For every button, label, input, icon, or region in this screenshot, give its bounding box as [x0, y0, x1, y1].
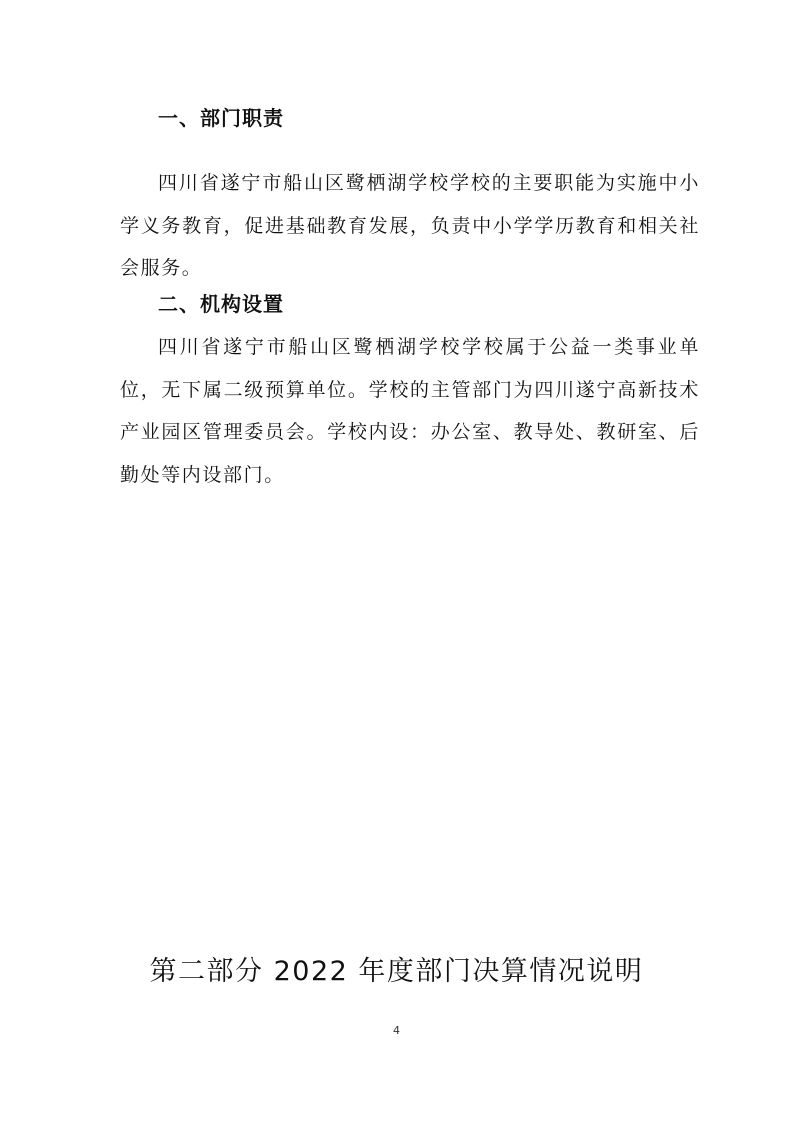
- page-number: 4: [393, 1024, 400, 1037]
- section-heading-responsibilities: 一、部门职责: [158, 106, 284, 130]
- part-title: 第二部分 2022 年度部门决算情况说明: [149, 956, 644, 987]
- section-heading-organization: 二、机构设置: [158, 292, 284, 316]
- section-paragraph-responsibilities: 四川省遂宁市船山区鹭栖湖学校学校的主要职能为实施中小学义务教育，促进基础教育发展，负责中小学学历教育和相关社会服务。: [120, 172, 700, 279]
- section-paragraph-organization: 四川省遂宁市船山区鹭栖湖学校学校属于公益一类事业单位，无下属二级预算单位。学校的主管部门为四川遂宁高新技术产业园区管理委员会。学校内设：办公室、教导处、教研室、后勤处等内设部门。: [120, 336, 700, 486]
